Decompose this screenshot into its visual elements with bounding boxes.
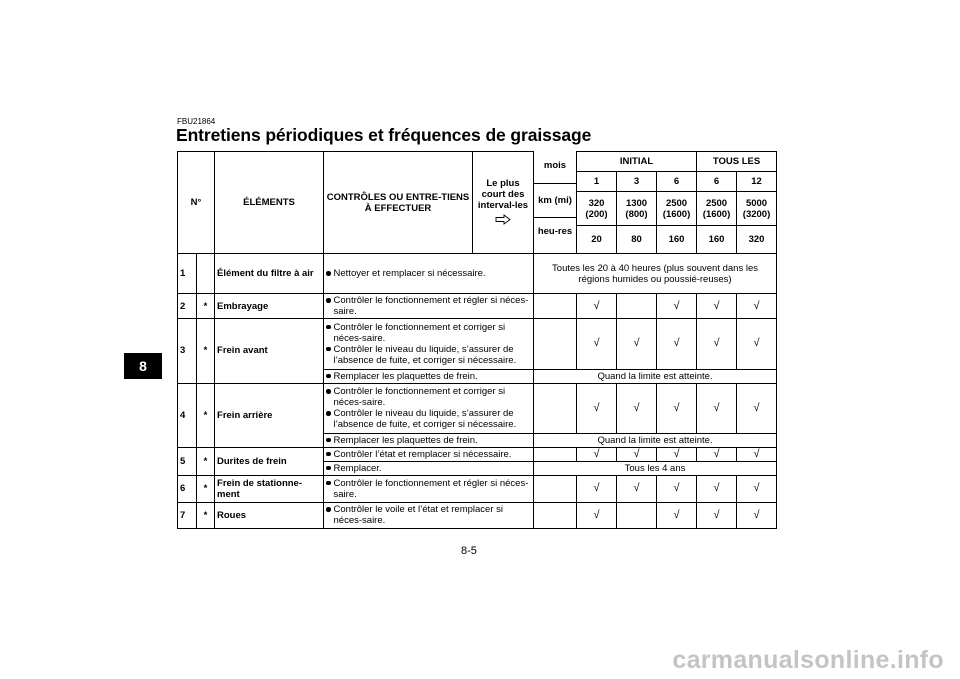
watermark: carmanualsonline.info — [672, 646, 944, 674]
check-cell: √ — [577, 475, 617, 502]
header-unit-cell — [534, 152, 577, 254]
row-action-text: Contrôler le voile et l’état et remplacer si néces-saire. — [333, 504, 504, 527]
row-star: * — [197, 383, 215, 447]
check-cell: √ — [697, 475, 737, 502]
check-cell: √ — [657, 502, 697, 528]
check-cell: √ — [697, 502, 737, 528]
km-2: 1300 (800) — [617, 192, 657, 226]
check-cell: √ — [697, 383, 737, 433]
check-cell: √ — [617, 319, 657, 369]
row-number: 2 — [178, 294, 197, 319]
heures-3: 160 — [657, 226, 697, 254]
heures-1: 20 — [577, 226, 617, 254]
row-action — [324, 254, 534, 294]
table-row — [178, 319, 777, 369]
header-checks: CONTRÔLES OU ENTRE-TIENS À EFFECTUER — [324, 152, 473, 254]
row-action — [324, 369, 534, 383]
table-row — [178, 502, 777, 528]
row-item: Frein arrière — [215, 383, 324, 447]
check-cell: √ — [577, 383, 617, 433]
doc-code: FBU21864 — [177, 117, 216, 126]
check-cell: √ — [577, 319, 617, 369]
check-cell: √ — [577, 294, 617, 319]
km-4: 2500 (1600) — [697, 192, 737, 226]
bullet-icon — [326, 481, 331, 486]
row-note: Quand la limite est atteinte. — [534, 433, 777, 447]
row-action-text: Remplacer. — [333, 462, 382, 474]
check-cell: √ — [737, 447, 777, 461]
heures-2: 80 — [617, 226, 657, 254]
bullet-icon — [326, 507, 331, 512]
row-note: Toutes les 20 à 40 heures (plus souvent dans les régions humides ou poussié-reuses) — [534, 254, 777, 294]
mois-6: 6 — [657, 172, 697, 192]
header-initial: INITIAL — [577, 152, 697, 172]
row-action-text: Remplacer les plaquettes de frein. — [333, 434, 478, 446]
row-action-text: Contrôler le niveau du liquide, s’assurer de l’absence de fuite, et corriger si nécessaire. — [333, 408, 517, 431]
row-action-text: Contrôler le niveau du liquide, s’assurer de l’absence de fuite, et corriger si nécessaire. — [333, 343, 517, 366]
heures-5: 320 — [737, 226, 777, 254]
row-action-text: Contrôler le fonctionnement et régler si néces-saire. — [333, 295, 529, 318]
table-row — [178, 254, 777, 294]
check-cell: √ — [657, 447, 697, 461]
check-cell: √ — [657, 319, 697, 369]
check-cell: √ — [577, 447, 617, 461]
header-no: N° — [178, 152, 215, 254]
bullet-icon — [326, 271, 331, 276]
check-cell: √ — [697, 294, 737, 319]
header-km-label: km (mi) — [534, 184, 576, 218]
header-mois-label: mois — [534, 160, 576, 184]
page-title: Entretiens périodiques et fréquences de graissage — [176, 125, 592, 145]
check-cell: √ — [617, 447, 657, 461]
header-every: TOUS LES — [697, 152, 777, 172]
bullet-icon — [326, 452, 331, 457]
check-cell: √ — [737, 383, 777, 433]
row-number: 5 — [178, 447, 197, 475]
row-number: 4 — [178, 383, 197, 447]
bullet-icon — [326, 347, 331, 352]
table-row — [178, 475, 777, 502]
row-number: 7 — [178, 502, 197, 528]
check-cell — [617, 502, 657, 528]
km-3: 2500 (1600) — [657, 192, 697, 226]
arrow-right-icon — [495, 214, 511, 228]
row-item: Embrayage — [215, 294, 324, 319]
bullet-icon — [326, 389, 331, 394]
row-item: Frein de stationne-ment — [215, 475, 324, 502]
check-cell: √ — [577, 502, 617, 528]
mois-6b: 6 — [697, 172, 737, 192]
row-item: Élément du filtre à air — [215, 254, 324, 294]
row-star — [197, 254, 215, 294]
row-star: * — [197, 502, 215, 528]
bullet-icon — [326, 411, 331, 416]
row-action — [324, 294, 534, 319]
check-cell: √ — [617, 475, 657, 502]
maintenance-table — [177, 151, 777, 529]
check-cell: √ — [697, 447, 737, 461]
row-action-text: Contrôler le fonctionnement et régler si néces-saire. — [333, 477, 529, 500]
row-note: Tous les 4 ans — [534, 461, 777, 475]
chapter-tab: 8 — [124, 353, 162, 379]
row-action-text: Contrôler le fonctionnement et corriger si néces-saire. — [333, 386, 506, 409]
row-number: 1 — [178, 254, 197, 294]
bullet-icon — [326, 466, 331, 471]
table-row — [178, 383, 777, 433]
row-action-text: Contrôler l’état et remplacer si nécessaire. — [333, 448, 512, 460]
page-number: 8-5 — [461, 545, 477, 557]
check-cell: √ — [737, 502, 777, 528]
check-cell: √ — [657, 475, 697, 502]
row-star: * — [197, 319, 215, 383]
row-action — [324, 433, 534, 447]
check-cell: √ — [617, 383, 657, 433]
row-action-text: Contrôler le fonctionnement et corriger si néces-saire. — [333, 321, 506, 344]
mois-3: 3 — [617, 172, 657, 192]
bullet-icon — [326, 438, 331, 443]
row-action — [324, 319, 534, 369]
header-heures-label: heu-res — [537, 225, 573, 237]
row-item: Roues — [215, 502, 324, 528]
row-action-text: Remplacer les plaquettes de frein. — [333, 370, 478, 382]
row-note: Quand la limite est atteinte. — [534, 369, 777, 383]
table-row — [178, 447, 777, 461]
table-row — [178, 294, 777, 319]
row-number: 6 — [178, 475, 197, 502]
check-cell: √ — [737, 319, 777, 369]
check-cell — [617, 294, 657, 319]
row-action — [324, 475, 534, 502]
row-item: Frein avant — [215, 319, 324, 383]
header-elements: ÉLÉMENTS — [215, 152, 324, 254]
header-shortest-interval — [473, 152, 534, 254]
row-star: * — [197, 294, 215, 319]
bullet-icon — [326, 325, 331, 330]
km-1: 320 (200) — [577, 192, 617, 226]
check-cell: √ — [737, 475, 777, 502]
row-action — [324, 461, 534, 475]
check-cell: √ — [737, 294, 777, 319]
km-5: 5000 (3200) — [737, 192, 777, 226]
mois-1: 1 — [577, 172, 617, 192]
row-action — [324, 383, 534, 433]
row-star: * — [197, 475, 215, 502]
bullet-icon — [326, 374, 331, 379]
mois-12: 12 — [737, 172, 777, 192]
row-star: * — [197, 447, 215, 475]
heures-4: 160 — [697, 226, 737, 254]
header-shortest-label: Le plus court des interval-les — [477, 177, 529, 211]
check-cell: √ — [697, 319, 737, 369]
row-item: Durites de frein — [215, 447, 324, 475]
row-action — [324, 447, 534, 461]
check-cell: √ — [657, 383, 697, 433]
row-action-text: Nettoyer et remplacer si nécessaire. — [333, 268, 486, 280]
row-action — [324, 502, 534, 528]
row-number: 3 — [178, 319, 197, 383]
bullet-icon — [326, 298, 331, 303]
check-cell: √ — [657, 294, 697, 319]
